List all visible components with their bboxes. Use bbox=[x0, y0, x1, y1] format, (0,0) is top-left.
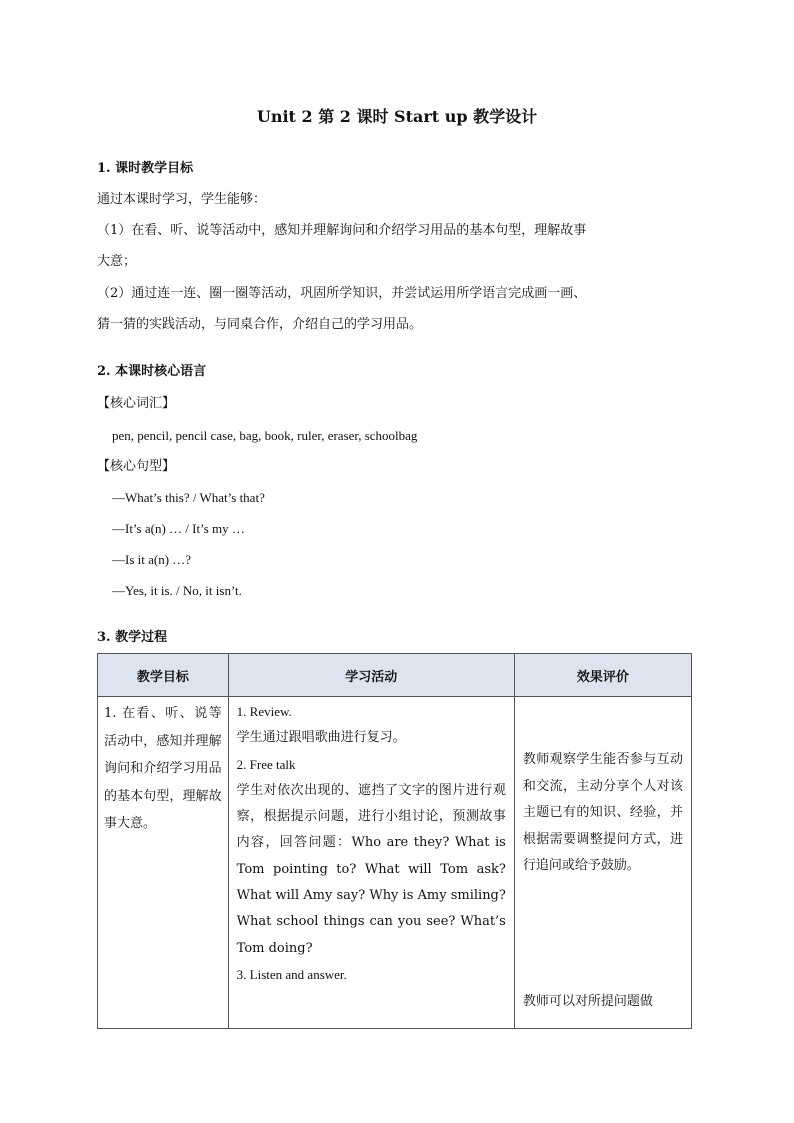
page-title: Unit 2 第 2 课时 Start up 教学设计 bbox=[256, 107, 538, 126]
section1-heading: 1. 课时教学目标 bbox=[97, 161, 194, 176]
vocab-label: 【核心词汇】 bbox=[97, 396, 176, 411]
activity-free-talk-desc: 学生对依次出现的、遮挡了文字的图片进行观察，根据提示问题，进行小组讨论，预测故事内容，回答问题：Who are they? What is Tom pointing to? What will Tom ask? What will Amy say? Why is Amy smiling? What school things can you see? What’s Tom doing? bbox=[236, 782, 506, 956]
evaluation-text-1: 教师观察学生能否参与互动和交流，主动分享个人对该主题已有的知识、经验，并根据需要调整提问方式，进行追问或给予鼓励。 bbox=[522, 752, 683, 874]
pattern-3: —Is it a(n) …? bbox=[112, 552, 192, 567]
objective-1-line1: （1）在看、听、说等活动中，感知并理解询问和介绍学习用品的基本句型，理解故事 bbox=[97, 223, 587, 238]
section2-heading: 2. 本课时核心语言 bbox=[97, 364, 207, 379]
table-header-row bbox=[98, 654, 692, 697]
activity-free-talk: 2. Free talk bbox=[236, 756, 296, 772]
section3-heading: 3. 教学过程 bbox=[97, 630, 168, 645]
objective-2-line2: 猜一猜的实践活动，与同桌合作，介绍自己的学习用品。 bbox=[97, 317, 423, 332]
evaluation-text-2: 教师可以对所提问题做 bbox=[522, 994, 653, 1009]
activity-review-desc: 学生通过跟唱歌曲进行复习。 bbox=[236, 730, 406, 746]
activity-review: 1. Review. bbox=[236, 704, 292, 719]
pattern-4: —Yes, it is. / No, it isn’t. bbox=[112, 583, 242, 598]
vocab-list: pen, pencil, pencil case, bag, book, ruler, eraser, schoolbag bbox=[112, 428, 418, 443]
teaching-process-table bbox=[97, 653, 692, 1029]
objectives-intro: 通过本课时学习，学生能够： bbox=[97, 192, 267, 207]
header-activity: 学习活动 bbox=[228, 654, 514, 697]
objective-2-line1: （2）通过连一连、圈一圈等活动，巩固所学知识，并尝试运用所学语言完成画一画、 bbox=[97, 286, 587, 301]
evaluation-cell bbox=[514, 697, 691, 1029]
objective-1-line2: 大意； bbox=[97, 254, 137, 269]
activity-cell bbox=[228, 697, 514, 1029]
table-row bbox=[98, 697, 692, 1029]
header-evaluation: 效果评价 bbox=[514, 654, 691, 697]
goal-cell: 1. 在看、听、说等活动中，感知并理解询问和介绍学习用品的基本句型，理解故事大意。 bbox=[98, 697, 229, 1029]
activity-listen: 3. Listen and answer. bbox=[236, 966, 347, 982]
pattern-2: —It’s a(n) … / It’s my … bbox=[112, 521, 245, 536]
header-goal: 教学目标 bbox=[98, 654, 229, 697]
pattern-label: 【核心句型】 bbox=[97, 459, 176, 474]
pattern-1: —What’s this? / What’s that? bbox=[112, 490, 265, 505]
